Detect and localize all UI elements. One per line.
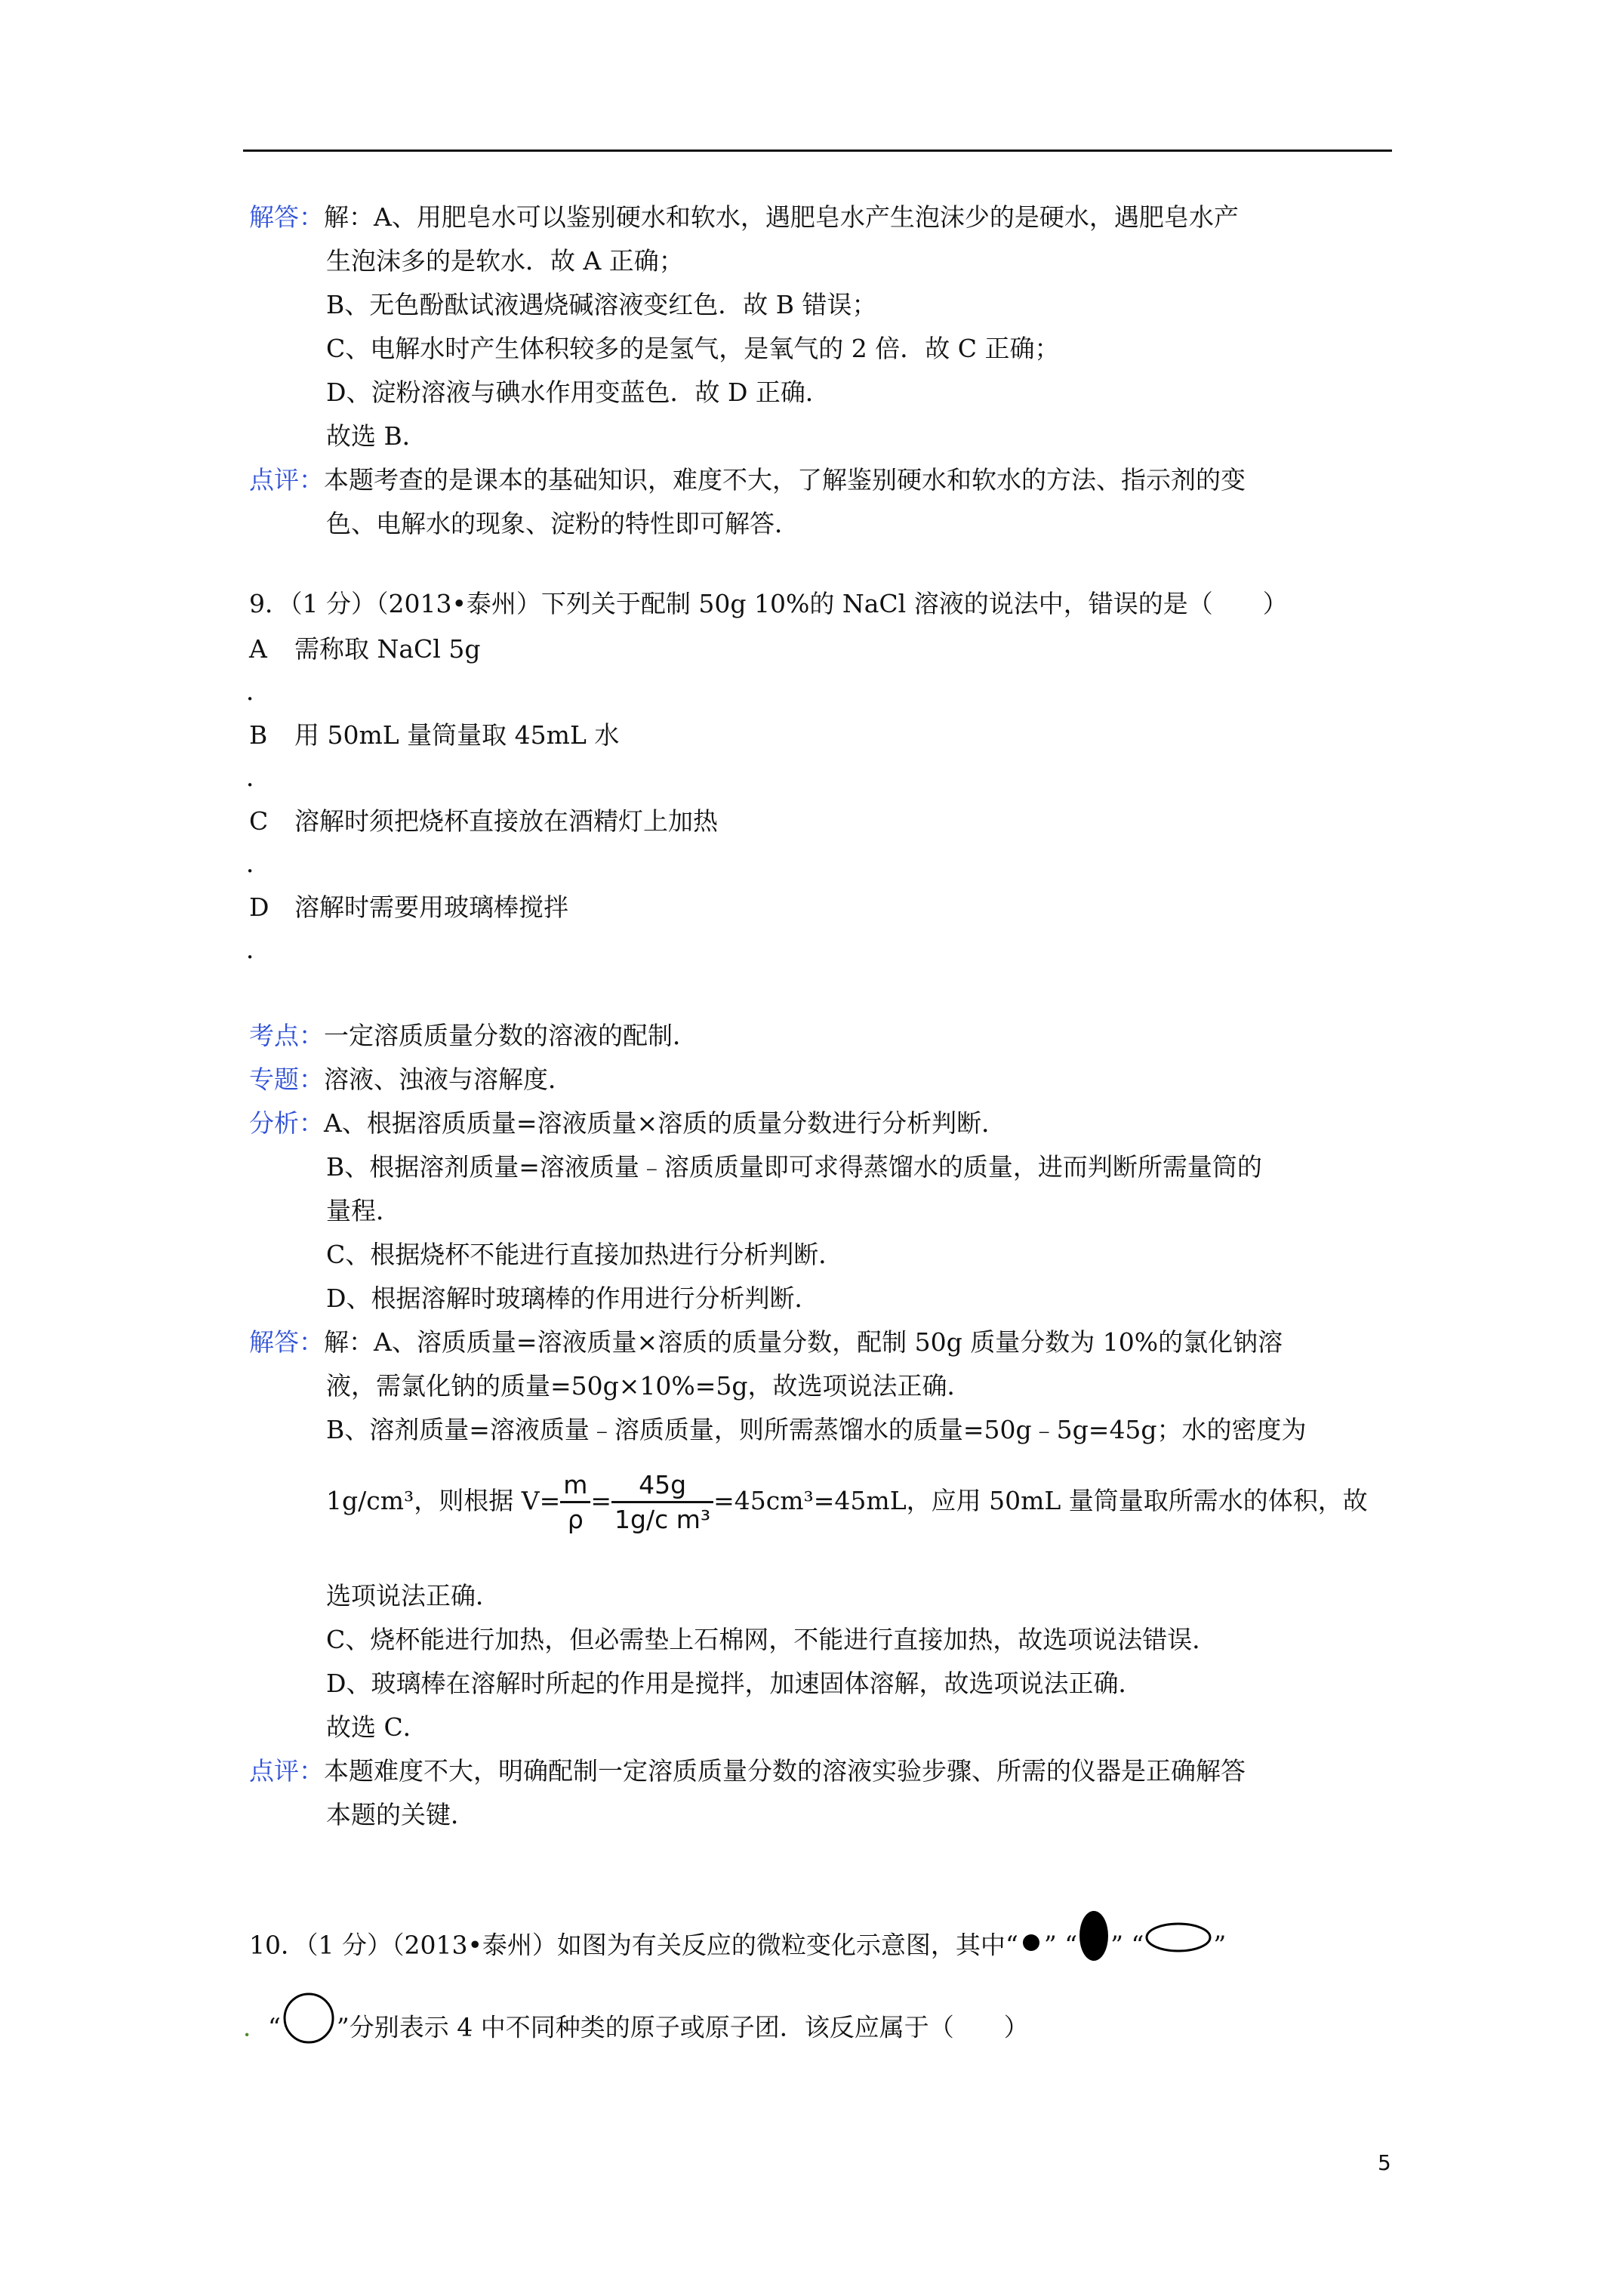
q8-comment-tag: 点评：: [249, 465, 324, 495]
q9-option-b-dot: ．: [246, 763, 271, 792]
q8-comment-line-2: 色、电解水的现象、淀粉的特性即可解答．: [326, 509, 799, 538]
q9-fenxi-line-3: 量程．: [326, 1196, 401, 1225]
q9-option-d: D 溶解时需要用玻璃棒搅拌: [249, 892, 568, 922]
q9-answer-line-5: 选项说法正确．: [326, 1581, 500, 1610]
q9-kaodian-tag: 考点：: [249, 1021, 324, 1050]
q8-answer-line-2: 生泡沫多的是软水．故 A 正确；: [326, 246, 684, 276]
q9-option-c: C 溶解时须把烧杯直接放在酒精灯上加热: [249, 806, 718, 836]
q9-fenxi-tag: 分析：: [249, 1108, 324, 1138]
q9-option-c-dot: ．: [246, 849, 271, 878]
q9-formula-line: 1g/cm³，则根据 V= $\frac{m}{\rho}$ = $\frac{45g}{\text{1g/c m³}}$ =45cm³=45mL，应用 50mL 量筒量取所需水的体积，故: [326, 1466, 1368, 1536]
q9-answer-line-7: D、玻璃棒在溶解时所起的作用是搅拌，加速固体溶解，故选项说法正确．: [326, 1669, 1144, 1698]
q9-stem: 9．（1 分）（2013•泰州）下列关于配制 50g 10%的 NaCl 溶液的说法中，错误的是（ ）: [249, 589, 1288, 618]
q9-answer-line-3: B、溶剂质量=溶液质量﹣溶质质量，则所需蒸馏水的质量=50g﹣5g=45g；水的密度为: [326, 1415, 1307, 1444]
q8-answer-line-5: D、淀粉溶液与碘水作用变蓝色．故 D 正确．: [326, 378, 830, 407]
q9-comment-tag: 点评：: [249, 1756, 324, 1786]
q9-zhuanti: 专题：溶液、浊液与溶解度．: [249, 1065, 573, 1094]
q8-answer-line-1: 解答：解：A、用肥皂水可以鉴别硬水和软水，遇肥皂水产生泡沫少的是硬水，遇肥皂水产: [249, 202, 1239, 232]
q9-answer-line-6: C、烧杯能进行加热，但必需垫上石棉网，不能进行直接加热，故选项说法错误．: [326, 1625, 1218, 1654]
q9-fenxi-line-5: D、根据溶解时玻璃棒的作用进行分析判断．: [326, 1284, 820, 1313]
white-circle-icon: [281, 1990, 337, 2068]
q9-fenxi-line-1: 分析：A、根据溶质质量=溶液质量×溶质的质量分数进行分析判断．: [249, 1108, 1007, 1138]
q8-answer-line-4: C、电解水时产生体积较多的是氢气，是氧气的 2 倍．故 C 正确；: [326, 334, 1060, 363]
black-oval-icon: [1077, 1909, 1110, 1985]
fraction-m-over-rho: $\frac{m}{\rho}$: [560, 1469, 590, 1536]
q9-answer-line-2: 液，需氯化钠的质量=50g×10%=5g，故选项说法正确．: [326, 1371, 972, 1401]
q8-comment-line-1: 点评：本题考查的是课本的基础知识，难度不大，了解鉴别硬水和软水的方法、指示剂的变: [249, 465, 1246, 495]
q10-line-2: ．“ ”分别表示 4 中不同种类的原子或原子团．该反应属于（ ）: [243, 1990, 1029, 2068]
q9-fenxi-line-4: C、根据烧杯不能进行直接加热进行分析判断．: [326, 1240, 844, 1269]
fraction-45g-over-density: $\frac{45g}{\text{1g/c m³}}$: [611, 1469, 713, 1536]
q9-fenxi-line-2: B、根据溶剂质量=溶液质量﹣溶质质量即可求得蒸馏水的质量，进而判断所需量筒的: [326, 1152, 1262, 1182]
header-rule: [243, 149, 1392, 152]
q9-option-a: A 需称取 NaCl 5g: [249, 634, 481, 664]
q9-comment-line-2: 本题的关键．: [326, 1800, 476, 1829]
page-number: 5: [1378, 2150, 1391, 2175]
q9-answer-line-8: 故选 C．: [326, 1712, 428, 1742]
q8-answer-line-3: B、无色酚酞试液遇烧碱溶液变红色．故 B 错误；: [326, 290, 877, 319]
white-flat-ellipse-icon: [1144, 1917, 1213, 1977]
q9-option-b: B 用 50mL 量筒量取 45mL 水: [249, 720, 620, 750]
q9-kaodian: 考点：一定溶质质量分数的溶液的配制．: [249, 1021, 698, 1050]
q9-zhuanti-tag: 专题：: [249, 1065, 324, 1094]
q9-comment-line-1: 点评：本题难度不大，明确配制一定溶质质量分数的溶液实验步骤、所需的仪器是正确解答: [249, 1756, 1246, 1786]
q9-option-a-dot: ．: [246, 676, 271, 706]
q9-answer-line-1: 解答：解：A、溶质质量=溶液质量×溶质的质量分数，配制 50g 质量分数为 10%的氯化钠溶: [249, 1327, 1283, 1357]
q8-answer-line-6: 故选 B．: [326, 421, 427, 451]
q10-line-1: 10．（1 分）（2013•泰州）如图为有关反应的微粒变化示意图，其中“ ” “ ” “ ”: [249, 1909, 1226, 1985]
small-black-dot-icon: [1018, 1917, 1044, 1977]
q8-answer-tag: 解答：: [249, 202, 324, 232]
q9-option-d-dot: ．: [246, 935, 271, 964]
q9-answer-tag: 解答：: [249, 1327, 324, 1357]
